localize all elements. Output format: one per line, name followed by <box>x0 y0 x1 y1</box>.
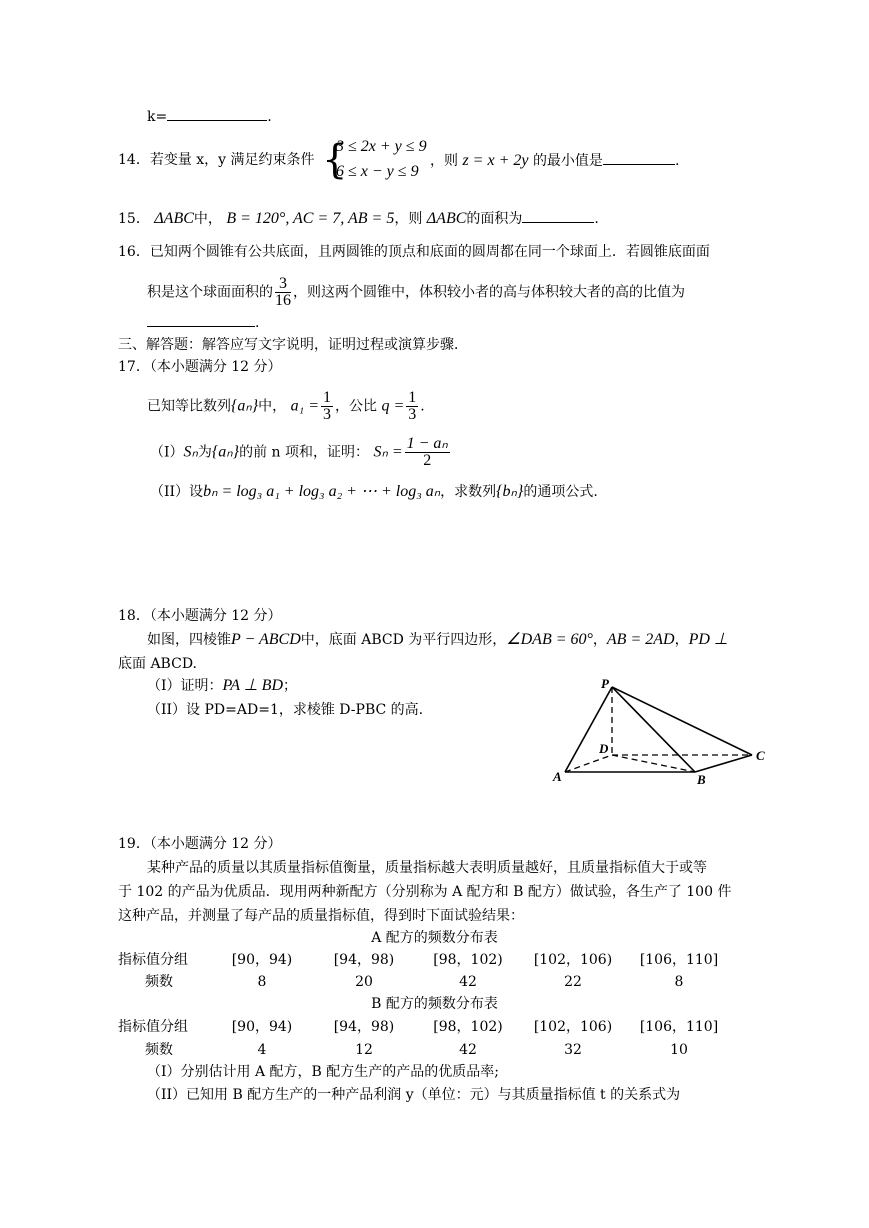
q16-number: 16． <box>118 244 150 260</box>
table-b-row2-label: 频数 <box>145 1042 173 1058</box>
section-3-heading: 三、解答题：解答应写文字说明，证明过程或演算步骤． <box>118 337 468 353</box>
q17-p1-label: （I） <box>150 444 184 461</box>
table-a-row1-label: 指标值分组 <box>118 952 188 968</box>
table-a-freq-3: 42 <box>459 974 477 990</box>
q17-f3-den: 2 <box>423 452 432 469</box>
edge-pb <box>612 687 695 772</box>
table-b-group-5: [106，110] <box>639 1019 719 1035</box>
q14-answer-blank[interactable] <box>603 150 675 165</box>
edge-pa <box>565 687 612 772</box>
q15-period: . <box>594 211 599 227</box>
q13-period: . <box>267 109 272 125</box>
table-a-row2-label: 频数 <box>145 974 173 990</box>
table-a-group-5: [106，110] <box>639 952 719 968</box>
q16-text-2a: 积是这个球面面积的 <box>147 284 273 301</box>
q15-triangle-2: ΔABC <box>426 210 467 227</box>
q17-sn: Sₙ <box>183 443 198 461</box>
q14-rest <box>430 150 679 171</box>
q19-line-2: 于 102 的产品为优质品．现用两种新配方（分别称为 A 配方和 B 配方）做试验，各生产了 100 件 <box>118 884 732 900</box>
q19-line-3: 这种产品，并测量了每产品的质量指标值，得到时下面试验结果： <box>118 908 524 924</box>
q15-then: ，则 <box>394 211 423 227</box>
q17-text-d: . <box>420 398 425 415</box>
q17-p2-label: （II）设 <box>150 484 204 500</box>
q17-frac-sn <box>405 436 450 469</box>
q17-seq-a: {aₙ} <box>231 397 259 415</box>
q17-sn-eq: Sₙ = <box>373 443 403 461</box>
table-b-freq-5: 10 <box>670 1042 688 1058</box>
q13-k-label: k= <box>147 109 168 125</box>
q14-constraint-2: 6 ≤ x − y ≤ 9 <box>336 163 419 180</box>
table-a-title: A 配方的频数分布表 <box>371 930 498 946</box>
q18-heading: 18．（本小题满分 12 分） <box>118 608 282 624</box>
table-b-group-1: [90，94) <box>231 1019 293 1035</box>
edge-db <box>612 755 695 772</box>
q17-seq-a2: {aₙ} <box>211 443 240 461</box>
label-b: B <box>697 772 706 787</box>
label-p: P <box>601 676 609 691</box>
q18-p1-math: PA ⊥ BD <box>222 677 283 694</box>
q17-frac-a1 <box>321 390 333 423</box>
q17-f2-den: 3 <box>408 406 417 423</box>
edge-bc <box>695 755 752 772</box>
table-b-freq-4: 32 <box>564 1042 582 1058</box>
q18-pyramid-figure <box>545 675 775 790</box>
q14-line <box>118 150 315 170</box>
q15-zhong: 中， <box>193 211 222 227</box>
q18-text-c: ， <box>592 632 607 648</box>
q18-text-b: 中，底面 ABCD 为平行四边形， <box>300 632 507 648</box>
q17-heading: 17．（本小题满分 12 分） <box>118 359 282 375</box>
q16-answer-blank[interactable] <box>147 312 255 327</box>
q13-answer-blank[interactable] <box>167 106 267 121</box>
q18-part-2: （II）设 PD=AD=1，求棱锥 D-PBC 的高. <box>147 702 424 718</box>
q17-text-c: ，公比 <box>334 398 377 415</box>
q17-p2-c: 的通项公式. <box>523 484 598 500</box>
q19-line-1: 某种产品的质量以其质量指标值衡量，质量指标越大表明质量越好，且质量指标值大于或等 <box>147 860 707 876</box>
q16-line-3 <box>147 312 259 333</box>
q19-heading: 19．（本小题满分 12 分） <box>118 836 282 852</box>
label-a: A <box>553 769 562 784</box>
q18-p1-end: ； <box>283 678 297 694</box>
q16-period: . <box>255 315 260 331</box>
q14-post: 的最小值是 <box>532 153 603 169</box>
q14-mid: ，则 <box>430 153 458 169</box>
q14-period: . <box>674 153 680 169</box>
q18-text-d: ， <box>674 632 689 648</box>
edge-pc <box>612 687 752 755</box>
q15-answer-blank[interactable] <box>522 208 594 223</box>
q17-p1-c: 的前 n 项和，证明： <box>239 444 369 461</box>
q17-text-a: 已知等比数列 <box>147 398 231 415</box>
q17-f2-num: 1 <box>408 389 417 406</box>
q14-number: 14． <box>118 152 150 168</box>
table-b-row1-label: 指标值分组 <box>118 1019 188 1035</box>
q16-fraction <box>275 276 291 309</box>
q17-seq-b: {bₙ} <box>496 483 524 500</box>
q19-part-2: （II）已知用 B 配方生产的一种产品利润 y（单位：元）与其质量指标值 t 的关系式为 <box>147 1087 681 1103</box>
q17-p1-b: 为 <box>197 444 212 461</box>
table-a-freq-2: 20 <box>355 974 373 990</box>
q17-f1-num: 1 <box>322 389 331 406</box>
q17-a1: a₁ = <box>290 397 319 415</box>
q16-line-1 <box>118 242 710 262</box>
table-b-freq-3: 42 <box>459 1042 477 1058</box>
q15-post: 的面积为 <box>466 211 523 227</box>
q17-part-1 <box>150 436 452 469</box>
q13-answer-line <box>147 106 272 127</box>
label-c: C <box>756 748 765 763</box>
q16-frac-den: 16 <box>275 292 291 309</box>
q18-pd: PD ⊥ <box>688 631 728 648</box>
q16-text-2b: ，则这两个圆锥中，体积较小者的高与体积较大者的高的比值为 <box>293 284 685 301</box>
q14-pre: 若变量 x，y 满足约束条件 <box>149 152 315 168</box>
table-b-freq-1: 4 <box>257 1042 267 1058</box>
table-a-group-4: [102，106) <box>533 952 613 968</box>
table-a-group-2: [94，98) <box>333 952 395 968</box>
q16-frac-num: 3 <box>275 276 291 293</box>
q14-constraint-1: 3 ≤ 2x + y ≤ 9 <box>336 138 427 155</box>
q17-p2-b: ，求数列 <box>440 484 497 500</box>
table-a-group-3: [98，102) <box>433 952 503 968</box>
q15-triangle: ΔABC <box>154 210 194 227</box>
q18-p1-label: （I）证明： <box>147 678 223 694</box>
q17-part-2 <box>150 482 598 502</box>
q16-line-2 <box>147 276 685 309</box>
q16-text-1: 已知两个圆锥有公共底面，且两圆锥的顶点和底面的圆周都在同一个球面上．若圆锥底面面 <box>149 244 710 260</box>
q17-bn: bₙ = log₃ a₁ + log₃ a₂ + ⋯ + log₃ aₙ <box>203 483 441 500</box>
table-a-freq-5: 8 <box>674 974 684 990</box>
q18-line-2: 底面 ABCD. <box>118 656 197 672</box>
q17-ratio: q = <box>381 397 405 415</box>
q15-conditions: B = 120°, AC = 7, AB = 5 <box>226 210 395 227</box>
q17-f3-num: 1 − aₙ <box>406 435 448 452</box>
table-b-group-3: [98，102) <box>433 1019 503 1035</box>
table-b-group-4: [102，106) <box>533 1019 613 1035</box>
q18-given <box>147 630 728 650</box>
q15-number: 15． <box>118 211 150 227</box>
q14-objective: z = x + 2y <box>462 152 529 169</box>
table-b-freq-2: 12 <box>355 1042 373 1058</box>
edge-ad <box>565 755 612 772</box>
q18-part-1 <box>147 676 297 696</box>
q18-pyramid: P − ABCD <box>231 631 301 648</box>
label-d: D <box>599 741 609 756</box>
table-a-group-1: [90，94) <box>231 952 293 968</box>
table-b-title: B 配方的频数分布表 <box>371 996 498 1012</box>
q18-text-a: 如图，四棱锥 <box>147 632 231 648</box>
q17-frac-q <box>406 390 418 423</box>
q17-given <box>147 390 425 423</box>
q17-text-b: 中， <box>258 398 287 415</box>
table-a-freq-1: 8 <box>257 974 267 990</box>
q14-brace: { <box>322 137 348 183</box>
q19-part-1: （I）分别估计用 A 配方，B 配方生产的产品的优质品率; <box>147 1064 499 1080</box>
q17-f1-den: 3 <box>322 406 331 423</box>
q18-ab: AB = 2AD <box>606 631 675 648</box>
table-a-freq-4: 22 <box>564 974 582 990</box>
q18-angle: ∠DAB = 60° <box>506 631 593 648</box>
q15-line <box>118 208 599 229</box>
table-b-group-2: [94，98) <box>333 1019 395 1035</box>
